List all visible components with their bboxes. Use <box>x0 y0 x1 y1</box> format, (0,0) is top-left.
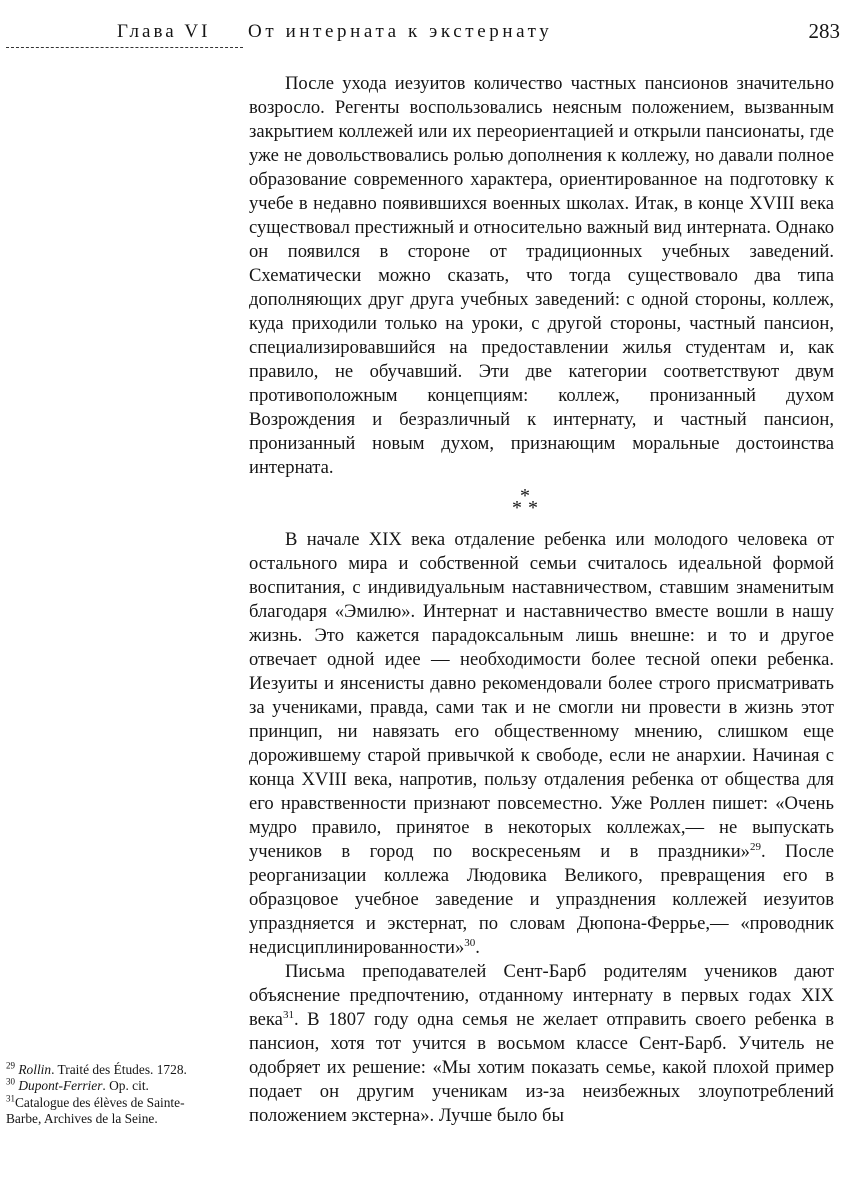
paragraph-2 <box>249 528 834 960</box>
footnote-number: 30 <box>6 1076 15 1087</box>
page-number: 283 <box>808 19 840 43</box>
footnote-text: Catalogue des élèves de Sainte-Barbe, Archives de la Seine. <box>6 1094 185 1127</box>
asterism-star-right: * <box>528 497 538 519</box>
footnote-ref-29: 29 <box>749 840 761 853</box>
running-title: От интерната к экстернату <box>248 21 553 42</box>
footnote-ref-31: 31 <box>282 1008 294 1021</box>
footnote-ref-30: 30 <box>464 936 476 949</box>
asterism-divider <box>249 480 834 528</box>
asterism-star-left: * <box>512 497 522 519</box>
paragraph-3 <box>249 960 834 1128</box>
footnote-author: Rollin <box>18 1062 52 1077</box>
footnote-number: 29 <box>6 1060 15 1071</box>
footnote-author: Dupont-Ferrier <box>18 1078 103 1094</box>
footnote-text: . Traité des Études. 1728. <box>51 1062 187 1077</box>
header-rule <box>6 47 243 48</box>
footnote-text: . Op. cit. <box>102 1078 149 1094</box>
footnote-29 <box>6 1062 211 1078</box>
footnote-30 <box>6 1078 211 1094</box>
paragraph-2-end: . <box>475 937 480 958</box>
footnote-31 <box>6 1095 211 1128</box>
paragraph-3-end: . В 1807 году одна семья не желает отправить своего ребенка в пансион, хотя тот учится в восьмом классе Сент-Барб. Учитель не одобряет их решение: «Мы хотим показать семье, какой плохой пример подает он другим ученикам из-за неизбежных злоупотреблений положением экстерна». Лучше было бы <box>249 1009 834 1126</box>
paragraph-2-middle: . После реорганизации коллежа Людовика Великого, превращения его в образцовое учебное заведение и упразднения коллежей иезуитов упраздняется и экстернат, по словам Дюпона-Феррье,— «проводник недисциплинированности» <box>249 841 834 958</box>
asterism-star-top: * <box>520 485 530 507</box>
footnotes <box>6 1062 211 1128</box>
paragraph-2-text: В начале XIX века отдаление ребенка или молодого человека от остального мира и собственной семьи считалось идеальной формой воспитания, с индивидуальным наставничеством, ставшим знаменитым благодаря «Эмилю». Интернат и наставничество вместе вошли в нашу жизнь. Это кажется парадоксальным лишь внешне: и то и другое отвечает одной идее — необходимости более тесной опеки ребенка. Иезуиты и янсенисты давно рекомендовали более строго присматривать за учениками, правда, сами так и не смогли ни провести в жизнь этот принцип, ни навязать его общественному мнению, слишком еще дорожившему старой привычкой к свободе, если не анархии. Начиная с конца XVIII века, напротив, пользу отдаления ребенка от общества для его нравственности признают повсеместно. Уже Роллен пишет: «Очень мудро правило, принятое в некоторых коллежах,— не выпускать учеников в город по воскресеньям и в праздники» <box>249 529 834 862</box>
page-header <box>0 0 854 50</box>
main-text <box>249 72 834 1128</box>
footnote-number: 31 <box>6 1093 15 1104</box>
chapter-label: Глава VI <box>117 21 211 42</box>
paragraph-1: После ухода иезуитов количество частных пансионов значительно возросло. Регенты воспользовались неясным положением, вызванным закрытием коллежей или их переориентацией и открыли пансионаты, где уже не довольствовались ролью дополнения к коллежу, но давали полное образование современного характера, ориентированное на подготовку к учебе в недавно появившихся военных школах. Итак, в конце XVIII века существовал престижный и относительно важный вид интерната. Однако он появился в стороне от традиционных учебных заведений. Схематически можно сказать, что тогда существовало два типа дополняющих друг друга учебных заведений: с одной стороны, коллеж, куда приходили только на уроки, с другой стороны, частный пансион, специализировавшийся на предоставлении жилья студентам и, как правило, не обучавший. Эти две категории соответствуют двум противоположным концепциям: коллеж, пронизанный духом Возрождения и безразличный к интернату, и частный пансион, пронизанный новым духом, признающим моральные достоинства интерната. <box>249 73 834 478</box>
paragraph-3-text: Письма преподавателей Сент-Барб родителям учеников дают объяснение предпочтению, отданному интернату в первых годах XIX века <box>249 961 834 1030</box>
